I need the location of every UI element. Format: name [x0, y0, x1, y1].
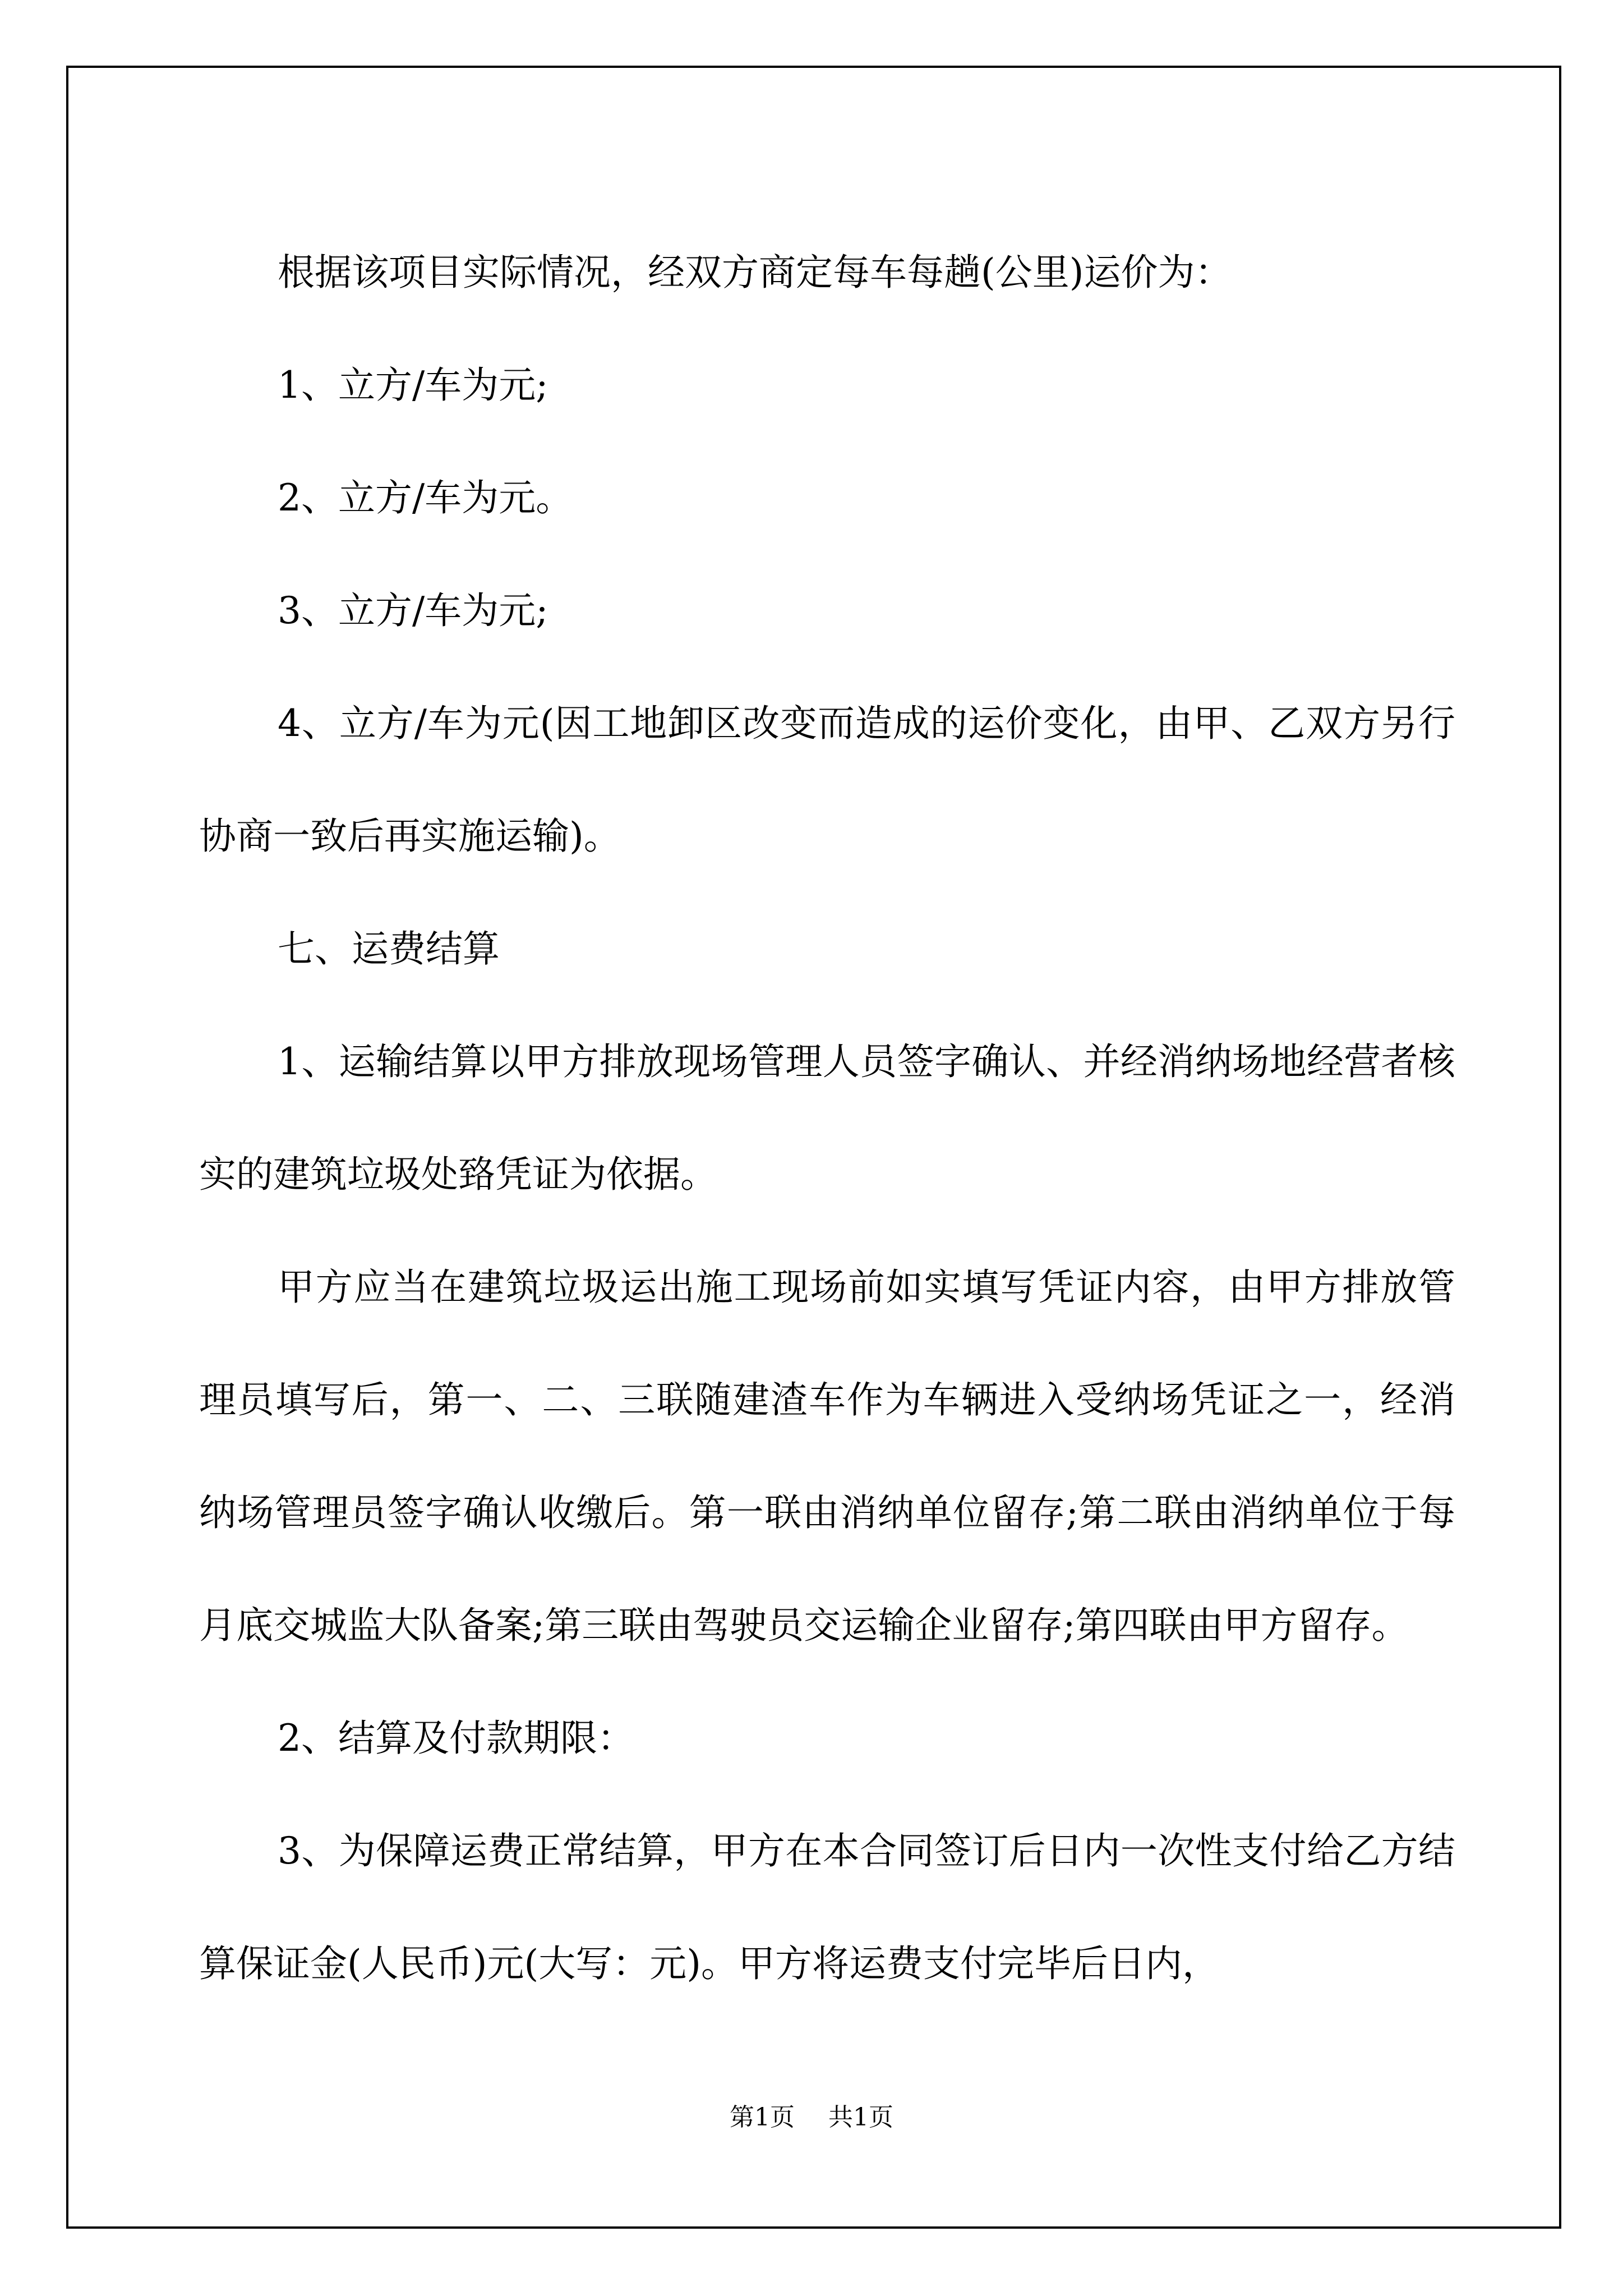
paragraph-price-item-1: 1、立方/车为元;: [278, 364, 548, 407]
paragraph-settlement-item-3: 3、为保障运费正常结算，甲方在本合同签订后日内一次性支付给乙方结算保证金(人民币)元(大写：元)。甲方将运费支付完毕后日内，: [199, 1829, 1455, 1985]
paragraph-price-item-4: 4、立方/车为元(因工地卸区改变而造成的运价变化，由甲、乙双方另行协商一致后再实施运输)。: [199, 702, 1455, 858]
paragraph-settlement-item-1: 1、运输结算以甲方排放现场管理人员签字确认、并经消纳场地经营者核实的建筑垃圾处臵凭证为依据。: [199, 1040, 1455, 1196]
page-number-total: 共1页: [828, 2103, 893, 2132]
paragraph-voucher-process: 甲方应当在建筑垃圾运出施工现场前如实填写凭证内容，由甲方排放管理员填写后，第一、二、三联随建渣车作为车辆进入受纳场凭证之一，经消纳场管理员签字确认收缴后。第一联由消纳单位留存;第二联由消纳单位于每月底交城监大队备案;第三联由驾驶员交运输企业留存;第四联由甲方留存。: [199, 1266, 1455, 1647]
page-number-current: 第1页: [730, 2103, 795, 2132]
paragraph-price-item-3: 3、立方/车为元;: [278, 589, 548, 632]
paragraph-pricing-intro: 根据该项目实际情况，经双方商定每车每趟(公里)运价为：: [278, 251, 1232, 294]
page-footer: [0, 2097, 1623, 2133]
paragraph-price-item-2: 2、立方/车为元。: [278, 476, 573, 519]
document-body: [199, 216, 1455, 2020]
paragraph-settlement-item-2: 2、结算及付款期限：: [278, 1717, 634, 1760]
section-heading-settlement: 七、运费结算: [278, 927, 500, 970]
